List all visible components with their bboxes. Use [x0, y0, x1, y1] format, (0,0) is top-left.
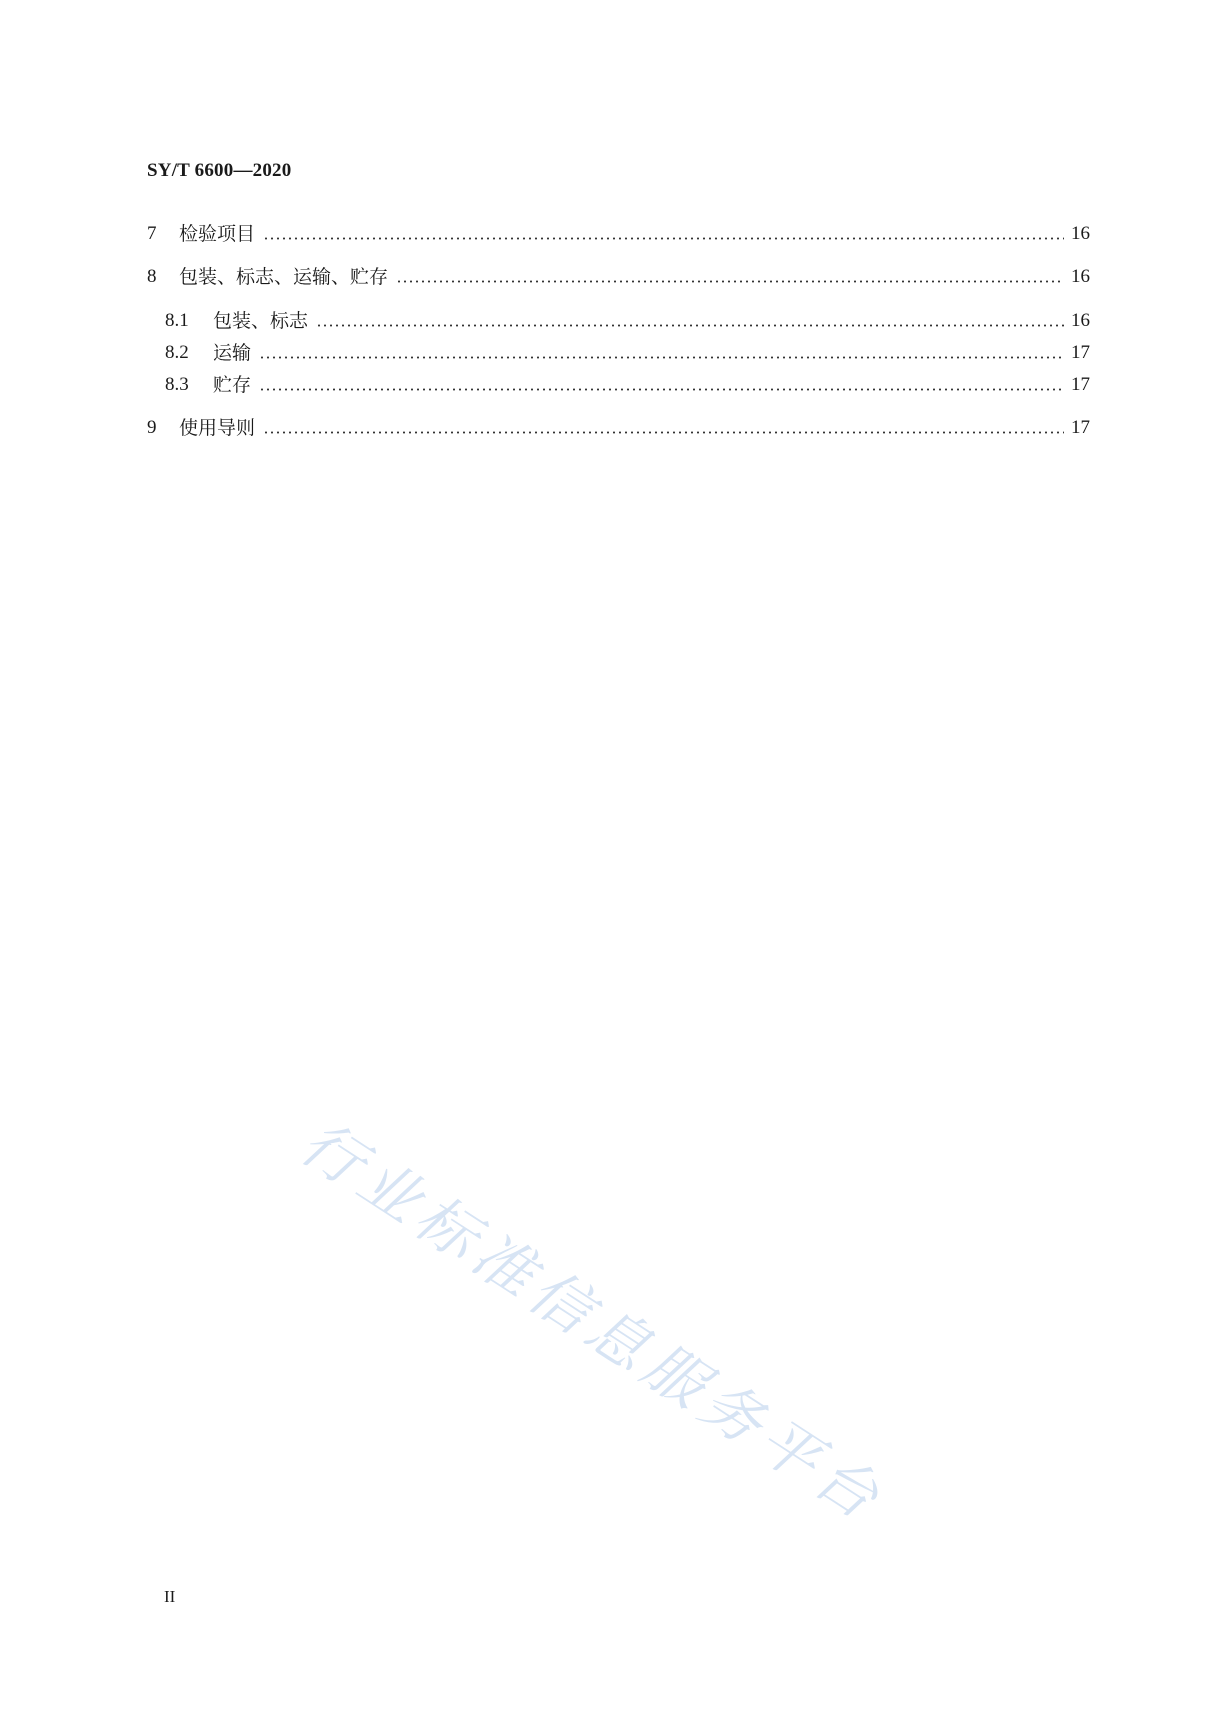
- toc-dot-leader: [263, 237, 1064, 240]
- toc-entry-title: 检验项目: [179, 223, 256, 245]
- toc-entry-9[interactable]: [147, 415, 1090, 441]
- toc-dot-leader: [263, 431, 1064, 434]
- toc-dot-leader: [259, 356, 1064, 359]
- page-number: II: [164, 1587, 176, 1606]
- toc-dot-leader: [396, 280, 1064, 283]
- page-header-standard-code: SY/T 6600—2020: [147, 160, 292, 181]
- toc-entry-title: 贮存: [213, 374, 252, 396]
- toc-entry-7[interactable]: [147, 221, 1090, 247]
- toc-entry-title: 运输: [213, 342, 252, 364]
- toc-entry-number: 7: [147, 223, 157, 244]
- toc-entry-page: 16: [1071, 223, 1090, 244]
- toc-dot-leader: [316, 324, 1064, 327]
- toc-entry-page: 17: [1071, 342, 1090, 363]
- toc-entry-title: 包装、标志、运输、贮存: [179, 266, 389, 288]
- watermark-text: 行业标准信息服务平台: [288, 1107, 897, 1537]
- toc-entry-page: 17: [1071, 417, 1090, 438]
- toc-entry-number: 9: [147, 417, 157, 438]
- toc-entry-number: 8.2: [165, 342, 189, 363]
- toc-entry-number: 8: [147, 266, 157, 287]
- toc-entry-8-1[interactable]: [165, 308, 1090, 334]
- toc-entry-8-2[interactable]: [165, 340, 1090, 366]
- toc-entry-number: 8.3: [165, 374, 189, 395]
- toc-entry-page: 16: [1071, 310, 1090, 331]
- toc-dot-leader: [259, 388, 1064, 391]
- toc-entry-8-3[interactable]: [165, 372, 1090, 398]
- toc-entry-8[interactable]: [147, 264, 1090, 290]
- toc-entry-page: 17: [1071, 374, 1090, 395]
- toc-entry-title: 包装、标志: [213, 310, 309, 332]
- toc-entry-title: 使用导则: [179, 417, 256, 439]
- toc-entry-number: 8.1: [165, 310, 189, 331]
- toc-entry-page: 16: [1071, 266, 1090, 287]
